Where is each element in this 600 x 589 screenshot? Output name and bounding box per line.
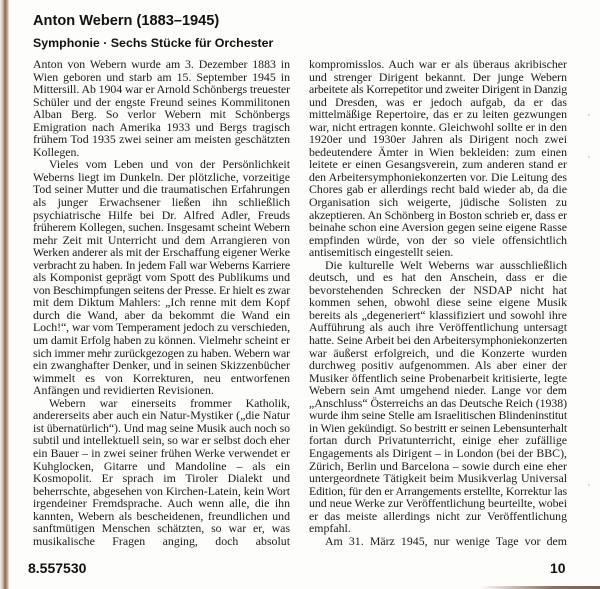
text-line: mittelmäßige Repertoire, das er zu leiten gezwungen [309,107,567,122]
text-line: Am 31. März 1945, nur wenige Tage vor dem [325,533,567,548]
text-line: ist übernatürlich“). Und mag seine Musik auch noch so [33,420,290,435]
text-line: um damit Erfolg haben zu können. Vielmehr scheint er [33,333,290,348]
text-line: und Dresden, was er jedoch aufgab, da er das [309,94,567,109]
text-line: von Beschimpfungen seitens der Presse. Er hielt es zwar [33,282,290,297]
text-line: Alban Berg. So verlor Webern mit Schönbergs [33,107,290,122]
text-line: mit dem Diktum Mahlers: „Ich renne mit dem Kopf [33,295,290,310]
text-line: Schüler und der engste Freund seines Kommilitonen [33,94,290,109]
text-line: leitete er einen Gesangsverein, zum anderen stand er [309,157,567,172]
text-line: Werken anderer als mit der Erschaffung eigener Werke [33,245,290,260]
text-line: andererseits aber auch ein Natur-Mystiker („die Natur [33,408,290,423]
text-line: als junger Erwachsener ließen ihn schließlich [33,195,290,210]
text-line: verbracht zu haben. In jedem Fall war Weberns Karriere [33,257,290,272]
margin-mark: , [588,108,590,117]
text-line: Engagements als Dirigent – in London (bei der BBC), [309,445,567,460]
text-line: akzeptieren. An Schönberg in Boston schrieb er, dass er [309,207,567,222]
text-line: untergeordnete Tätigkeit beim Musikverlag Universal [309,471,567,486]
text-line: kommen sehen, obwohl diese seine eigene Musik [309,295,567,310]
text-line: antisemitisch eingestellt seien. [309,245,454,260]
margin-mark: , [588,478,590,487]
text-line: Anfängen und revidierten Revisionen. [33,383,214,398]
left-text-column [33,58,290,547]
text-line: Webern war einerseits frommer Katholik, [49,395,290,410]
text-line: Musiker öffentlich seine Probenarbeit kritisierte, legte [309,370,567,385]
text-line: sich immer mehr zurückgezogen zu haben. Webern war [33,345,290,360]
text-line: bedeutendere Ämter in Wien bekleiden: zum einen [309,144,567,159]
text-line: und neue Werke zur Veröffentlichung beurteilte, wobei [309,496,567,511]
text-line: Mittersill. Ab 1904 war er Arnold Schönbergs treuester [33,82,290,97]
text-line: arbeitete als Korrepetitor und zweiter Dirigent in Danzig [309,82,567,97]
text-line: ein Bauer – in zwei seiner frühen Werke verwendet er [33,445,290,460]
text-line: kannten, Webern als bescheidenen, freundlichen und [33,508,290,523]
text-line: und strenger Dirigent bekannt. Der junge Webern [309,69,567,84]
text-line: Kollegen. [33,144,80,159]
text-line: Anton von Webern wurde am 3. Dezember 1883 in [33,57,290,71]
text-line: durchweg positiv aufgenommen. Als aber einer der [309,358,567,373]
text-line: Weberns liegt im Dunkeln. Der plötzliche, vorzeitige [33,169,290,184]
text-line: frühem Tod 1935 zwei seiner am meisten geschätzten [33,132,290,147]
text-line: kompromisslos. Auch war er als überaus akribischer [309,57,567,71]
text-line: wurde ihm seine Stelle am Israelitischen Blindeninstitut [309,408,567,423]
text-line: wimmelt es von Korrekturen, neu entworfenen [33,370,290,385]
text-line: mehr Zeit mit Unterricht und dem Arrangieren von [33,232,290,247]
text-line: Die kulturelle Welt Weberns war ausschließlich [325,257,567,272]
text-line: 1920er und 1930er Jahren als Dirigent noch zwei [309,132,567,147]
text-line: irgendeiner Fremdsprache. Auch wenn alle, die ihn [33,496,290,511]
text-line: Tod seiner Mutter und die traumatischen Erfahrungen [33,182,290,197]
text-line: „Anschluss“ Österreichs an das Deutsche Reich (1938) [309,395,567,410]
text-line: Zürich, Berlin und Barcelona – sowie durch eine eher [309,458,567,473]
text-line: Chores gab er allerdings recht bald wieder ab, da die [309,182,567,197]
text-line: musikalische Fragen anging, doch absolut [33,533,290,548]
text-line: durch die Wand, aber da bekommt die Wand ein [33,307,290,322]
text-line: sanftmütigen Menschen schätzten, so war er, was [33,521,290,536]
text-line: Edition, für den er Arrangements erstellte, Korrektur las [309,483,567,498]
margin-mark: , [588,150,590,159]
book-spine-edge [0,0,9,589]
text-line: fortan durch Privatunterricht, einige eher zufällige [309,433,567,448]
catalog-number: 8.557530 [28,560,87,576]
text-line: ein zwanghafter Denker, und in seinen Skizzenbücher [33,358,290,373]
text-line: Aufführung als auch ihre Veröffentlichung untersagt [309,320,567,335]
text-line: beherrschte, abgesehen von Kirchen-Latein, kein Wort [33,483,290,498]
text-line: Wien geboren und starb am 15. September 1945 in [33,69,290,84]
text-line: den Arbeitersymphoniekonzerten vor. Die Leitung des [309,169,567,184]
text-line: subtil und intellektuell sein, so war er selbst doch eher [33,433,290,448]
text-line: psychiatrische Hilfe bei Dr. Alfred Adler, Freuds [33,207,290,222]
text-line: als Komponist geprägt vom Spott des Publikums und [33,270,290,285]
page-subtitle: Symphonie · Sechs Stücke für Orchester [33,36,274,50]
text-line: in Wien gekündigt. So bestritt er seinen Lebensunterhalt [309,420,567,435]
text-line: Webern sein Amt umgehend nieder. Lange vor dem [309,383,567,398]
text-line: beinahe schon eine Aversion gegen seine eigene Rasse [309,220,567,235]
text-line: Kuhglocken, Gitarre und Mandoline – als ein [33,458,290,473]
text-line: empfahl. [309,521,351,536]
right-text-column [309,58,567,547]
text-line: empfinden würde, von der so viele offensichtlich [309,232,567,247]
text-line: bevorstehenden Schrecken der NSDAP nicht hat [309,282,567,297]
text-line: Loch!“, war vom Temperament jedoch zu verschieden, [33,320,290,335]
text-line: früherem Kollegen, suchen. Insgesamt scheint Webern [33,220,290,235]
text-line: Emigration nach Amerika 1933 und Bergs tragisch [33,119,290,134]
page-title: Anton Webern (1883–1945) [33,13,220,29]
text-line: war äußerst erfolgreich, und die Konzerte wurden [309,345,567,360]
text-line: Organisation sich weigerte, jüdische Solisten zu [309,195,567,210]
text-line: hatte. Seine Arbeit bei den Arbeitersymphoniekonzerten [309,333,567,348]
text-line: bereits als „degeneriert“ klassifiziert und sowohl ihre [309,307,567,322]
text-line: war, nicht ertragen konnte. Gleichwohl sollte er in den [309,119,567,134]
page-number: 10 [550,560,566,576]
text-line: deutsch, und es hat den Anschein, dass er die [309,270,567,285]
text-line: Vieles vom Leben und von der Persönlichkeit [49,157,290,172]
text-line: er das meiste allerdings nicht zur Veröffentlichung [309,508,567,523]
text-line: Kosmopolit. Er sprach im Tiroler Dialekt und [33,471,290,486]
